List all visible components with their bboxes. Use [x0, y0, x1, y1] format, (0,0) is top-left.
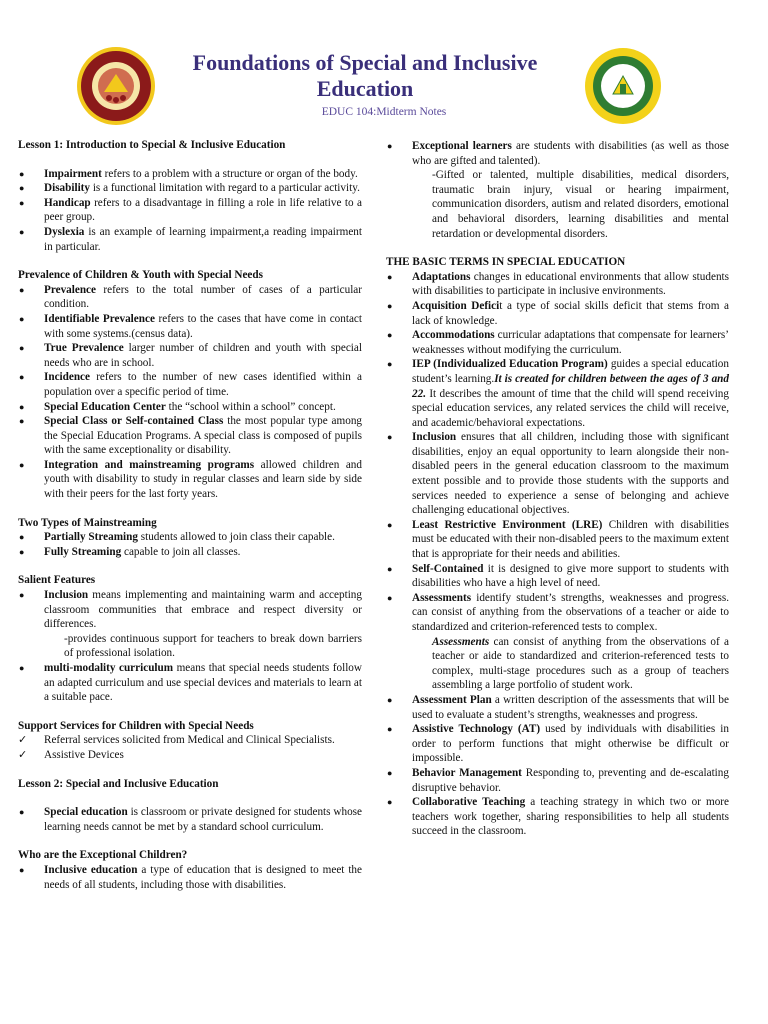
salient-list-2: [18, 661, 362, 705]
list-item: ● Acquisition Deficit a type of social skills deficit that stems from a lack of knowledge.: [386, 299, 729, 328]
list-item: ● Assistive Technology (AT) used by individuals with disabilities in order to perform functions that might otherwise be difficult or impossible.: [386, 722, 729, 766]
list-item: ● Fully Streaming capable to join all classes.: [18, 545, 362, 560]
list-item: ● Assessment Plan a written description of the assessments that will be used to evaluate a student’s strengths, weaknesses and progress.: [386, 693, 729, 722]
list-item: ● Inclusive education a type of education that is designed to meet the needs of all students, including those with disabilities.: [18, 863, 362, 892]
list-item: ● Special Education Center the “school within a school” concept.: [18, 400, 362, 415]
list-item: ● Disability is a functional limitation with regard to a particular activity.: [18, 181, 362, 196]
title-line-1: Foundations of Special and Inclusive: [192, 50, 538, 75]
list-item: ● Inclusion ensures that all children, including those with significant disabilities, enjoy an equal opportunity to learn alongside their non-disabled peers in the general education classroom to the maximum extent possible and to provide those students with the supports and services needed to experience a sense of belonging and achieve challenging educational objectives.: [386, 430, 729, 518]
lesson1-heading: Lesson 1: Introduction to Special & Inclusive Education: [18, 139, 286, 151]
list-item: ● IEP (Individualized Education Program) guides a special education student’s learning.It is created for children between the ages of 3 and 22. It describes the amount of time that the child will spend receiving special education services, any related services the child will receive, and academic/behavioral expectations.: [386, 357, 729, 430]
support-heading: Support Services for Children with Special Needs: [18, 719, 254, 732]
list-item: ✓ Referral services solicited from Medical and Clinical Specialists.: [18, 733, 362, 748]
basic-terms-heading: THE BASIC TERMS IN SPECIAL EDUCATION: [386, 256, 626, 269]
exceptional-children-list: [18, 863, 362, 892]
lesson2-heading: Lesson 2: Special and Inclusive Education: [18, 777, 219, 790]
list-item: ● Special education is classroom or private designed for students whose learning needs cannot be met by a standard school curriculum.: [18, 805, 362, 834]
list-item: ● Prevalence refers to the total number of cases of a particular condition.: [18, 283, 362, 312]
list-item: ● Accommodations curricular adaptations that compensate for learners’ weaknesses without modifying the curriculum.: [386, 328, 729, 357]
salient-heading: Salient Features: [18, 574, 96, 587]
list-item: ● Identifiable Prevalence refers to the cases that have come in contact with some systems.(census data).: [18, 312, 362, 341]
document-title: [160, 50, 570, 102]
left-column: [18, 138, 362, 892]
list-item: ● Handicap refers to a disadvantage in filling a role in life relative to a peer group.: [18, 196, 362, 225]
exceptional-learners-list: [386, 139, 729, 168]
prevalence-list: [18, 283, 362, 502]
basic-terms-list: [386, 270, 729, 635]
list-item: ● Inclusion means implementing and maintaining warm and accepting classroom communities that embrace and respect diversity or differences.: [18, 588, 362, 632]
list-item: ● Partially Streaming students allowed to join class their capable.: [18, 530, 362, 545]
list-item: ● Dyslexia is an example of learning impairment,a reading impairment in particular.: [18, 225, 362, 254]
list-item: ● Self-Contained it is designed to give more support to students with disabilities who have a high level of need.: [386, 562, 729, 591]
list-item: ● Collaborative Teaching a teaching strategy in which two or more teachers work together, sharing responsibilities to help all students succeed in the classroom.: [386, 795, 729, 839]
title-line-2: Education: [316, 76, 414, 101]
list-item: ● Special Class or Self-contained Class the most popular type among the Special Education Programs. A special class is composed of pupils with the same exceptionality or disability.: [18, 414, 362, 458]
list-item: ● Adaptations changes in educational environments that allow students with disabilities to participate in inclusive environments.: [386, 270, 729, 299]
mainstreaming-list: [18, 530, 362, 559]
list-item: ● Assessments identify student’s strengths, weaknesses and progress. can consist of anything from the observations of a teacher or aide to standardized and criterion-referenced tests to complex.: [386, 591, 729, 635]
list-item: ● Incidence refers to the number of new cases identified within a population over a specific period of time.: [18, 370, 362, 399]
mainstreaming-heading: Two Types of Mainstreaming: [18, 516, 157, 529]
exceptional-subnote: -Gifted or talented, multiple disabilities, medical disorders, traumatic brain injury, visual or hearing impairment, communication disorders, autism and related disorders, emotional and behavioral disorders, learning disabilities and mental retardation or developmental disorders.: [432, 169, 729, 240]
exceptional-children-heading: Who are the Exceptional Children?: [18, 849, 188, 862]
list-item: ● Least Restrictive Environment (LRE) Children with disabilities must be educated with their non-disabled peers to the maximum extent that is appropriate for their needs and abilities.: [386, 518, 729, 562]
list-item: ● multi-modality curriculum means that special needs students follow an adapted curriculum and use special devices and materials to learn at a suitable pace.: [18, 661, 362, 705]
list-item: ● Integration and mainstreaming programs allowed children and youth with disability to study in regular classes and learn side by side with their peers for the last forty years.: [18, 458, 362, 502]
basic-terms-list-2: [386, 693, 729, 839]
lesson1-list: [18, 167, 362, 255]
salient-subnote: -provides continuous support for teachers to break down barriers of professional isolation.: [64, 632, 362, 660]
salient-list: [18, 588, 362, 632]
document-subtitle: EDUC 104:Midterm Notes: [321, 106, 447, 118]
lesson2-list: [18, 805, 362, 834]
list-item: ✓ Assistive Devices: [18, 748, 362, 763]
list-item: ● Impairment refers to a problem with a structure or organ of the body.: [18, 167, 362, 182]
list-item: ● Behavior Management Responding to, preventing and de-escalating disruptive behavior.: [386, 766, 729, 795]
prevalence-heading: Prevalence of Children & Youth with Special Needs: [18, 269, 263, 282]
support-list: [18, 733, 362, 762]
assessments-subnote: Assessments can consist of anything from the observations of a teacher or aide to standardized and criterion-referenced tests to complex, multi-stage procedures such as a group of teachers assembling a large portfolio of student work.: [432, 635, 729, 692]
list-item: ● True Prevalence larger number of children and youth with special needs who are in school.: [18, 341, 362, 370]
right-column: [386, 139, 729, 839]
list-item: ● Exceptional learners are students with disabilities (as well as those who are gifted and talented).: [386, 139, 729, 168]
